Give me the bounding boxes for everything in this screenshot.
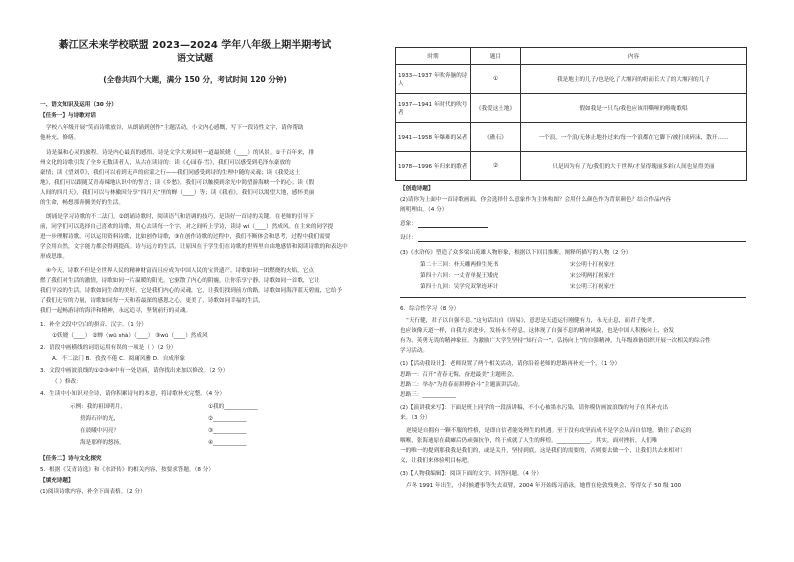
para-line: 地》，我们可以跟随艾青毒辣地认识中的誓言；读《乡愁》，我们可以触摸到余光中渴望游海峡一个的心；读《假 [40, 180, 315, 186]
table-cell: 《我爱这土地》 [471, 94, 521, 123]
table-cell-blank[interactable]: ① [471, 65, 521, 94]
para-line: 卢冬 1991 年出生，小时候遭事等失去双臂，2004 年开始练习游泳，她曾在伦敦残奥会、等得女子 50 级 100 [406, 483, 682, 489]
question-6-2: (2)【演讲我来写】：下面是班上同学的一段演讲稿，不小心被墨水污染，请你模仿画波浪线的句子在其补充出 [400, 405, 669, 411]
answer-line[interactable] [418, 241, 746, 242]
question-4: 4．生读中小知识对全诗，请你积累诗句的本意，将诗歌补充完整。（4 分） [40, 391, 226, 397]
table-cell-blank[interactable]: ② [471, 152, 521, 181]
para-line: 我们一起畅游诗的海洋和精神，永远追寻，坚韧前行的灵魂。 [40, 308, 192, 314]
question-3: 3．文段中画波浪线的①②③④中有一处语病，请你找出来加以修改。（2 分） [40, 368, 229, 374]
question-2-options[interactable]: A．不二法门 B．孜孜不倦 C．阅庸风雅 D．自成形象 [52, 356, 186, 362]
para-line: 也应该像天道一样，自我力求进步，发扬永不停息，这体现了自强不息的精神风貌，也是中国人积极向上、奋发 [400, 328, 675, 334]
idea-line: 思路一：召开“青春无悔，奋进最美”主题班会。 [400, 372, 518, 378]
answer-line[interactable] [418, 227, 488, 228]
para-line: 咽喉，张海迪原在截瘫后仍顽强抗争，终于成就了人生的辉煌。____________。其实，面对挫折，人们唯 [400, 438, 658, 444]
poem-blank[interactable]: ④____________ [208, 440, 247, 446]
question-6: 6．综合性学习（8 分） [400, 306, 460, 312]
table-cell: 1978—1996 年归来的歌者 [396, 152, 471, 181]
para-line: 学会用自然，文字能力都会得到提高。诗与远方的生活，让原因在于学生们在诗歌的世界里自由地感悟和阅读诗歌的和表达中 [40, 244, 348, 250]
para-line: 形成思维。 [40, 254, 68, 260]
table-cell: 1941—1958 年爆难的呆者 [396, 123, 471, 152]
answer-line[interactable] [400, 297, 746, 298]
para-line: 他补充、修缮。 [40, 135, 80, 141]
para-line: 的生命，畅想那奔腾美好的生活。 [40, 200, 124, 206]
task1-heading: 【任务一】与诗歌对话 [40, 113, 96, 119]
idea-line: 思路二：举办“为青春而拼搏奋斗”主题演讲活动。 [400, 382, 524, 388]
subheading: 【填充诗题】 [40, 478, 74, 484]
question-6-2b: 来。（3 分） [400, 415, 431, 421]
poem-table [395, 47, 747, 181]
table-cell: 我是地主的儿子/也是吃了大堰河的奶而长大了的大堰河的儿子 [521, 65, 747, 94]
poem-blank[interactable]: ③____________ [208, 428, 247, 434]
table-row [396, 152, 747, 181]
hui-event: 宋公明两打祝家庄 [570, 273, 615, 279]
para-line: 豪情；读《望刘草》，我们可以看到无声的宿蒙之行——我们同感受到诗的生理中随的灵魂；读《我爱这土 [40, 170, 301, 176]
para-line: 前，同学们可以选择自己喜欢的诗歌，用心去读每一个字，对之间听上学诗，读诗 wí（____）然成风。在主来的同学提 [40, 224, 334, 230]
poem-line: 示例：我的祖国明月， [70, 404, 126, 410]
para-line: 学习活动。 [400, 348, 428, 354]
table-cell: 1933—1937 年吹奔脑的诗人 [396, 65, 471, 94]
poem-line: 傍海石岸的光， [80, 416, 120, 422]
subheading: 【创造诗题】 [400, 186, 434, 192]
hui-event: 宋公明三打祝家庄 [570, 284, 615, 290]
question-1: 1．补全文段中空白的拼音、汉字。（1 分） [40, 322, 147, 328]
column-header: 内容 [521, 48, 747, 65]
table-header-row [396, 48, 747, 65]
para-line: 有为，英勇无畏的精神象征。为激励广大学生坚持“知行合一”，弘扬向上”的自强精神，九年级准备组织开展一次相关的综合性 [400, 338, 711, 344]
question-3-answer[interactable]: （ ）修改： [52, 379, 82, 385]
label-imagery: 意象： [400, 221, 417, 227]
para-line: 一的唯一的提到那我我是我们的，或是关升，坚持到底，这是我们的需要的，否则要去做一个，让我们共去来相对！ [400, 448, 686, 454]
exam-subtitle: 语文试题 [176, 54, 213, 64]
hui-title: 第四十六回：一丈青单捉王矮虎 [420, 273, 499, 279]
poem-line: 海是那样的悠扬， [80, 440, 125, 446]
para-line: 进一步理解诗歌，可以运用资料诗歌，比如创作诗歌，③在创作诗歌的过程中，我们不断体会和思考，过程中我们需要 [40, 234, 331, 240]
para-line: 朗诵是学习诗歌的不二法门。②朗诵诗歌时，阅读语气和语调的技巧，是读好一首诗的关键。在老师的引导下 [46, 214, 314, 220]
question-5-1: (1)阅读诗歌内容，补全下面表格。（2 分） [40, 489, 146, 495]
question-5-2: (2)请你为上面中一首诗歌画面，你会选择什么意象作为主体构图？会用什么颜色作为背景颜色？结合作品内容 [400, 197, 671, 203]
exam-title: 綦江区未来学校联盟 2023—2024 学年八年级上期半期考试 [58, 40, 332, 51]
table-cell: 1937—1941 年时代的吹号者 [396, 94, 471, 123]
para-line: 诗是温和心灵的旅程。诗是内心最真的感悟，诗是文学大观园里一道最妖娆（____）的风景。①千百年来，排 [46, 150, 314, 156]
table-row [396, 94, 747, 123]
idea-blank[interactable]: 思路三：____________ [400, 392, 456, 398]
section-heading: 一、语文知识及运用（30 分） [40, 102, 117, 108]
column-header: 题目 [471, 48, 521, 65]
para-line: 燃了我们对生活的激情，诗歌如同一片温暖的阳光，它驱散了内心的阴霾，让你乐享宁静。诗歌如同一首歌，它让 [40, 278, 320, 284]
table-cell: 只是因为有了光/我们的大千世界/才显得瑰丽多彩/人间也显得美丽 [521, 152, 747, 181]
column-header: 时期 [396, 48, 471, 65]
question-5: 5．根据《艾青诗选》和《水浒传》的相关内容，按要求答题。（8 分） [40, 467, 214, 473]
para-line: “天行健，君子以自强不息。”这句话出自《周易》，意思是天道运行刚健有力，永无止息，而君子处世， [406, 318, 658, 324]
question-5-2b: 阐明理由。（4 分） [400, 207, 448, 213]
poem-line: 在晨曦中闪亮？ [80, 428, 120, 434]
hui-title: 第四十九回：吴学究双掌连环计 [420, 284, 499, 290]
question-6-1: (1)【活动我设计】：老师设置了两个相关活动，请你沿着老师的思路再补充一个。（1 分） [400, 361, 621, 367]
para-line: 我们平凉的生活，诗歌如同生命的美好，它是我们内心的灵魂，它，让我们找到前方的路。诗歌如同海洋蓝天碧霞，它给予 [40, 288, 343, 294]
question-2: 2．语段中画横线的词语运用有误的一项是（ ）（2 分） [40, 345, 177, 351]
table-row [396, 123, 747, 152]
label-design: 设计： [400, 235, 417, 241]
para-line: 义，让我们来体验明目标吧。 [400, 458, 473, 464]
exam-instructions: (全卷共四个大题，满分 150 分，考试时间 120 分钟) [103, 75, 287, 84]
question-1-blanks[interactable]: ①妖娆（____） ②蝉（wū shà）（____） ③wū（____）然成风 [52, 333, 208, 339]
para-line: ④今天，诗歌不但是全世界人民的精神财富而且应成为中国人民的宝贵遗产。诗歌如同一团燃烧的火焰，它点 [46, 268, 314, 274]
poem-blank[interactable]: ①我的____________ [208, 404, 258, 410]
para-line: 州文化的诗歌引发了全乡无数读者人，从古在读诗的：读《心园春·雪》，我们可以感受到毛泽东豪放的 [40, 160, 291, 166]
para-line: 了我们无穷的力量，诗歌如同每一天和着最深的感恩之心，更美了，诗歌如同幸福的生活， [40, 298, 264, 304]
table-cell: 一个浪，一个浪/无休止地扑过来/每一个浪都在它脚下/被打成碎沫，散开…… [521, 123, 747, 152]
para-line: 人间的四月天》，我们可以与林徽因分享“四月天”里的蝉（____）等；读《我看》，我们可以渴望大地，感怀美丽 [40, 190, 315, 196]
hui-title: 第二十三回：朴天雕两修生死书 [420, 262, 499, 268]
para-line: 逆境是自拥有一颗不服的性格，是即自信者能处理生的机遇。至于没有攻坚而成不是学会从而自信地，勤往了命运的 [406, 428, 692, 434]
table-cell: 假如我是一只鸟/我也应该用嘶哑的喉咙歌唱 [521, 94, 747, 123]
question-6-3: (3)【人物我编辑】：阅读下面的文字，回答问题。（4 分） [400, 471, 542, 477]
table-cell: 《礁石》 [471, 123, 521, 152]
table-row [396, 65, 747, 94]
question-5-3: (3)《水浒传》塑造了众多梁山英雄人物形象，根据以下回目推断，阐释所描写的人物（2 分） [400, 250, 632, 256]
para-line: 学校八年级开展“笑而诗歌放谷，从朗诵到创作”主题活动，小文内心感慨，写下一段诗性文字，请你帮助 [46, 125, 304, 131]
poem-blank[interactable]: ②____________ [208, 416, 247, 422]
task2-heading: 【任务二】诗与文化探究 [40, 456, 102, 462]
hui-event: 宋公明十打祝家庄 [570, 262, 615, 268]
